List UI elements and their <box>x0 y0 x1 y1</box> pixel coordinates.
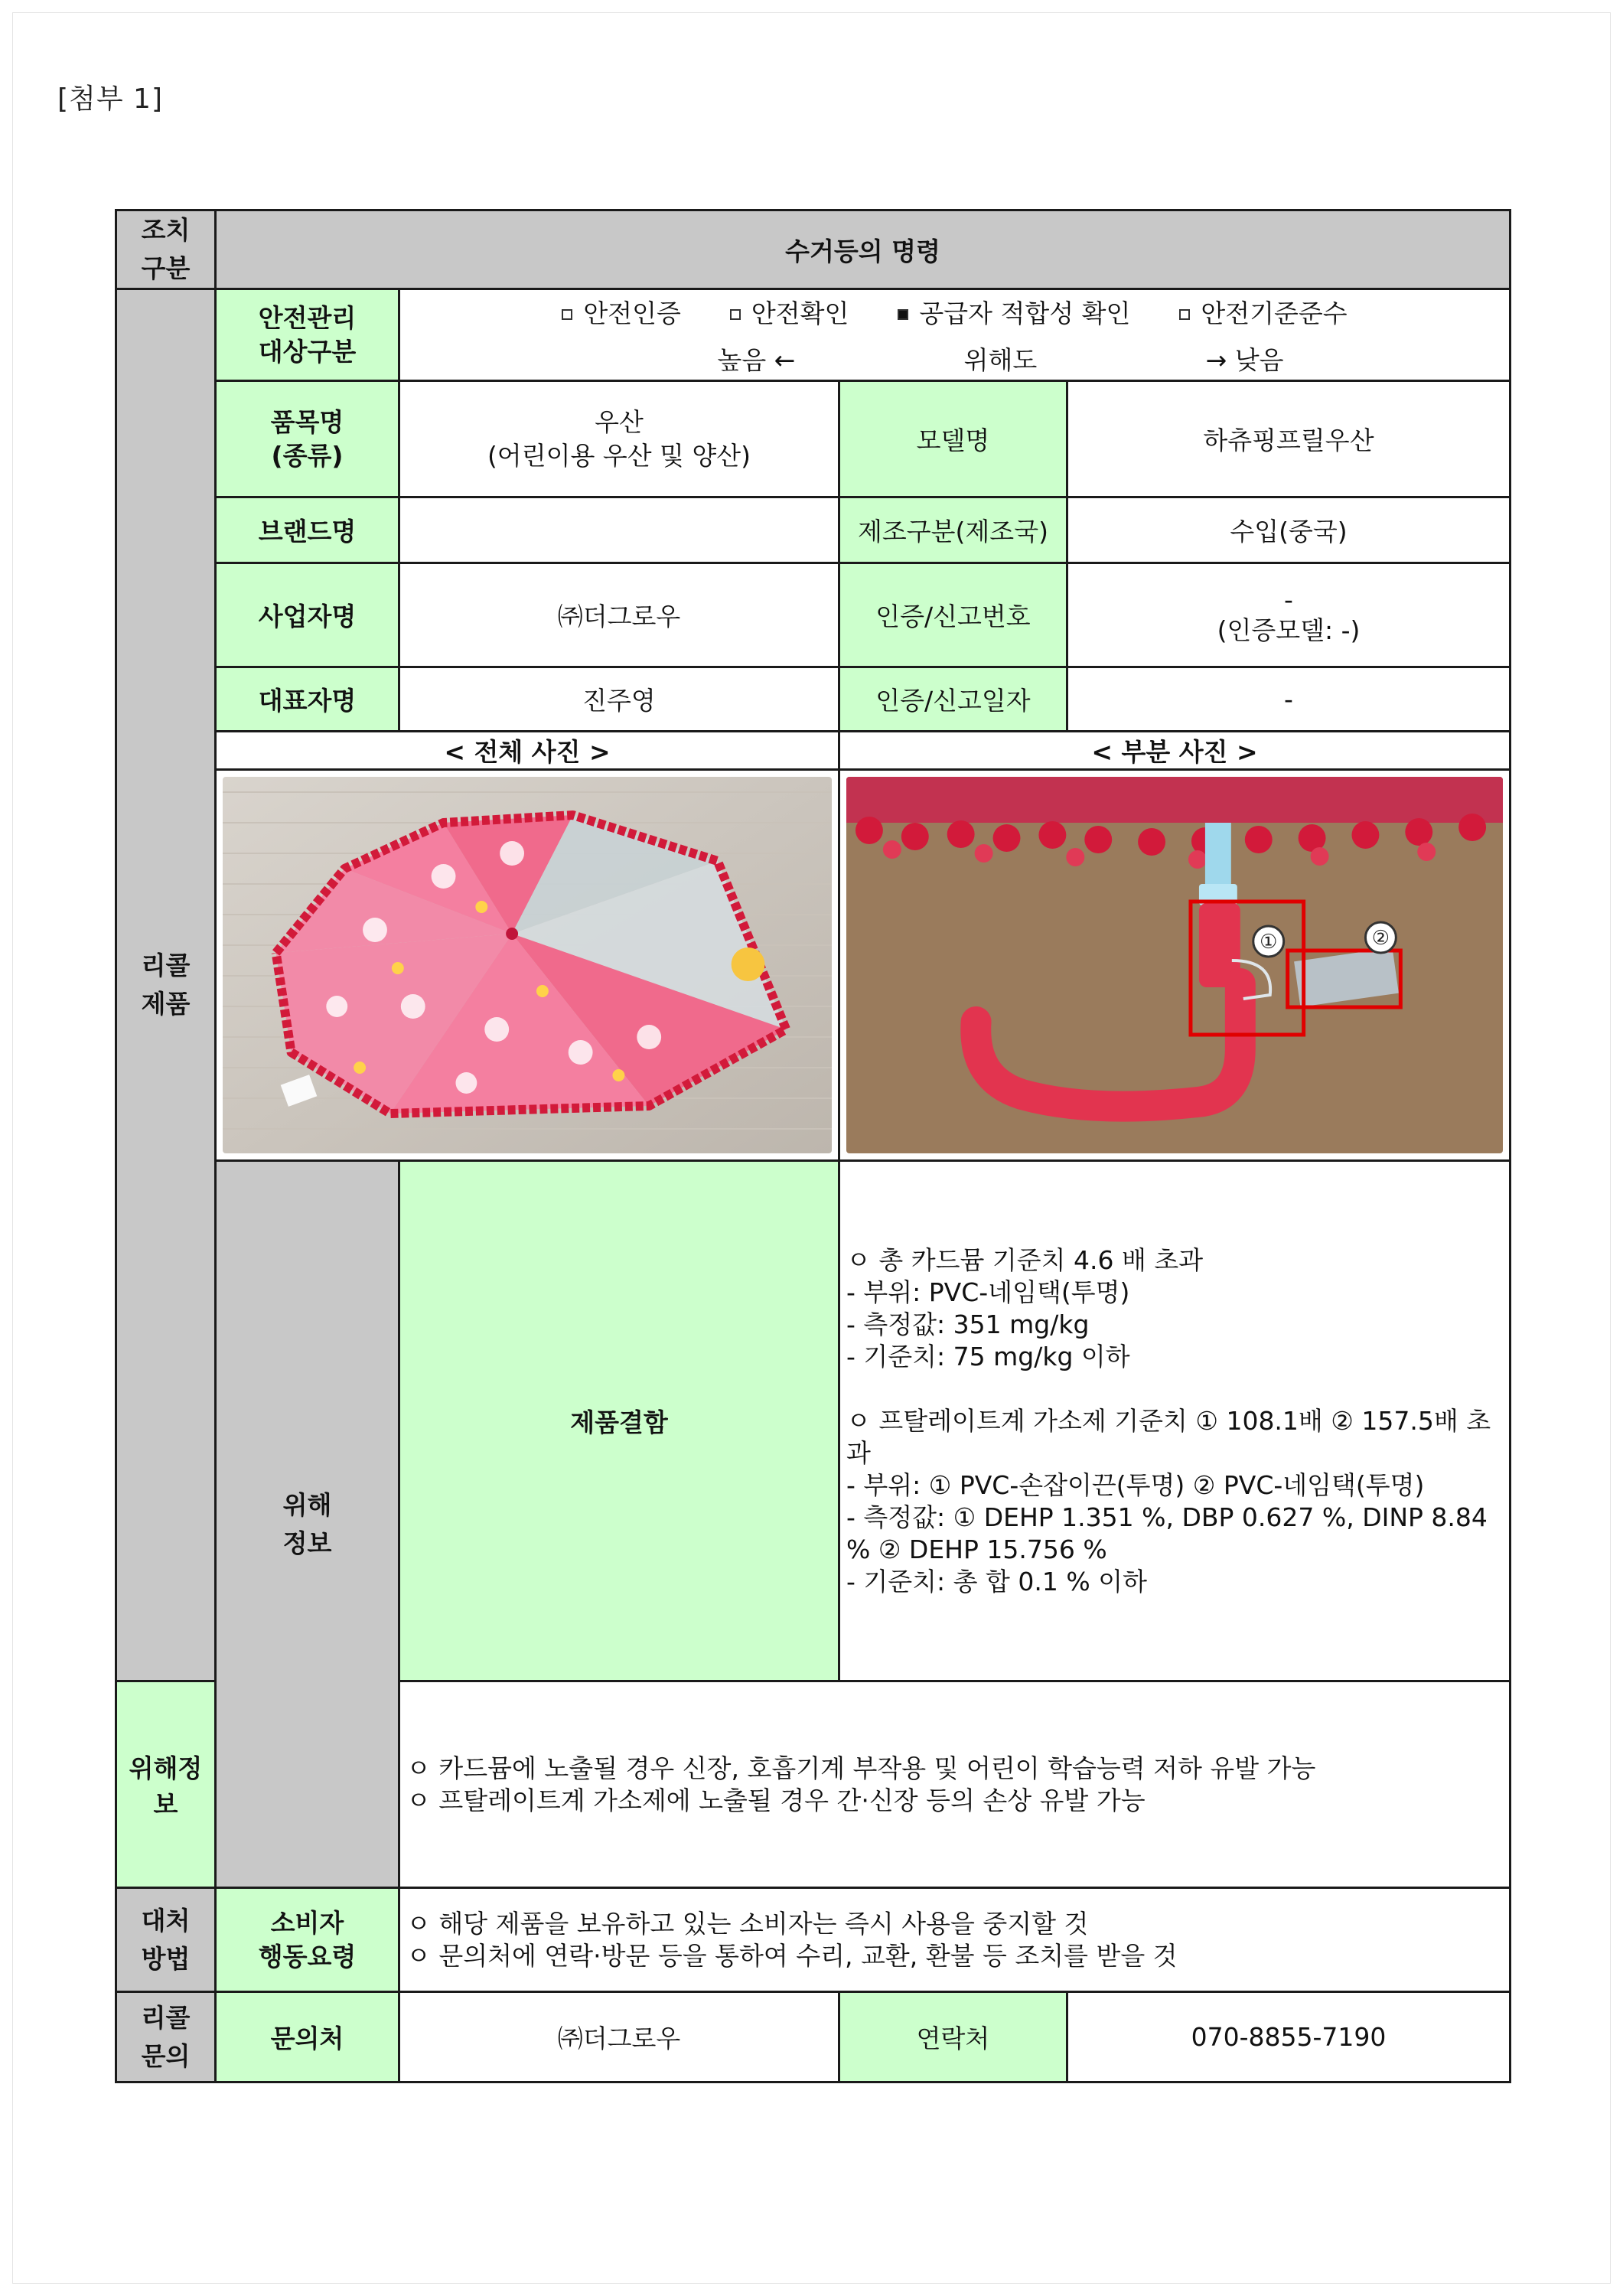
full-photo-cell <box>216 770 839 1161</box>
consumer-action-details <box>399 1888 1511 1992</box>
marker-2: ② <box>1371 926 1390 951</box>
product-defect-details <box>839 1161 1511 1681</box>
checkbox-checked-icon <box>898 309 908 320</box>
partial-photo-caption: < 부분 사진 > <box>839 732 1511 770</box>
safety-category-label: 안전관리 대상구분 <box>216 289 399 381</box>
brand-name-value <box>399 497 839 563</box>
cert-date-value: - <box>1067 667 1511 732</box>
option-safety-confirmation: 안전확인 <box>730 294 849 330</box>
inquiry-label: 문의처 <box>216 1992 399 2082</box>
hazard-scale-high: 높음 ← <box>717 344 796 375</box>
checkbox-icon <box>1179 309 1190 320</box>
option-safety-certification: 안전인증 <box>562 294 681 330</box>
risk-info-label: 위해정보 <box>116 1681 216 1888</box>
defect-line: ㅇ 총 카드뮴 기준치 4.6 배 초과 <box>846 1244 1204 1275</box>
item-name-value: 우산 (어린이용 우산 및 양산) <box>399 381 839 497</box>
defect-line: - 기준치: 총 합 0.1 % 이하 <box>846 1566 1147 1596</box>
marker-1: ① <box>1260 930 1278 954</box>
action-line: ㅇ 해당 제품을 보유하고 있는 소비자는 즉시 사용을 중지할 것 <box>406 1908 1089 1939</box>
phone-label: 연락처 <box>839 1992 1067 2082</box>
model-name-value: 하츄핑프릴우산 <box>1067 381 1511 497</box>
manufacture-type-value: 수입(중국) <box>1067 497 1511 563</box>
item-name-label: 품목명 (종류) <box>216 381 399 497</box>
ceo-name-label: 대표자명 <box>216 667 399 732</box>
manufacture-type-label: 제조구분(제조국) <box>839 497 1067 563</box>
defect-line: - 기준치: 75 mg/kg 이하 <box>846 1341 1130 1371</box>
risk-info-details <box>399 1681 1511 1888</box>
defect-line: - 부위: ① PVC-손잡이끈(투명) ② PVC-네임택(투명) <box>846 1469 1425 1500</box>
consumer-action-label: 소비자 행동요령 <box>216 1888 399 1992</box>
risk-line: ㅇ 프탈레이트계 가소제에 노출될 경우 간·신장 등의 손상 유발 가능 <box>406 1785 1146 1815</box>
company-name-value: ㈜더그로우 <box>399 563 839 667</box>
cert-number-value: - (인증모델: -) <box>1067 563 1511 667</box>
safety-category-options <box>399 289 1511 381</box>
safety-options-row <box>405 294 1504 330</box>
umbrella-handle-photo <box>846 777 1503 1153</box>
section-recall-product: 리콜 제품 <box>116 289 216 1681</box>
section-countermeasure: 대처 방법 <box>116 1888 216 1992</box>
ceo-name-value: 진주영 <box>399 667 839 732</box>
section-recall-contact: 리콜 문의 <box>116 1992 216 2082</box>
partial-photo-cell <box>839 770 1511 1161</box>
attachment-label: [첨부 1] <box>57 83 163 115</box>
defect-line: - 측정값: 351 mg/kg <box>846 1309 1090 1339</box>
hazard-scale-label: 위해도 <box>963 344 1038 375</box>
defect-line: ㅇ 프탈레이트계 가소제 기준치 ① 108.1배 ② 157.5배 초과 <box>846 1405 1491 1468</box>
recall-table <box>115 209 1511 2083</box>
hazard-level-scale <box>626 341 1284 377</box>
section-hazard-info: 위해 정보 <box>216 1161 399 1888</box>
product-defect-label: 제품결함 <box>399 1161 839 1681</box>
defect-line: - 측정값: ① DEHP 1.351 %, DBP 0.627 %, DINP 8.84 % ② DEHP 15.756 % <box>846 1502 1488 1564</box>
checkbox-icon <box>730 309 741 320</box>
measure-type-title: 수거등의 명령 <box>216 210 1511 289</box>
phone-value: 070-8855-7190 <box>1067 1992 1511 2082</box>
measure-type-label: 조치 구분 <box>116 210 216 289</box>
inquiry-value: ㈜더그로우 <box>399 1992 839 2082</box>
umbrella-full-photo <box>223 777 832 1153</box>
cert-number-label: 인증/신고번호 <box>839 563 1067 667</box>
checkbox-icon <box>562 309 572 320</box>
brand-name-label: 브랜드명 <box>216 497 399 563</box>
risk-line: ㅇ 카드뮴에 노출될 경우 신장, 호흡기계 부작용 및 어린이 학습능력 저하 유발 가능 <box>406 1753 1316 1783</box>
company-name-label: 사업자명 <box>216 563 399 667</box>
option-safety-standard: 안전기준준수 <box>1179 294 1347 330</box>
action-line: ㅇ 문의처에 연락·방문 등을 통하여 수리, 교환, 환불 등 조치를 받을 것 <box>406 1940 1178 1971</box>
option-supplier-conformity: 공급자 적합성 확인 <box>898 294 1130 330</box>
defect-line: - 부위: PVC-네임택(투명) <box>846 1277 1130 1307</box>
full-photo-caption: < 전체 사진 > <box>216 732 839 770</box>
cert-date-label: 인증/신고일자 <box>839 667 1067 732</box>
hazard-scale-low: → 낮음 <box>1205 344 1284 375</box>
defect-spacer <box>846 1373 1504 1405</box>
model-name-label: 모델명 <box>839 381 1067 497</box>
